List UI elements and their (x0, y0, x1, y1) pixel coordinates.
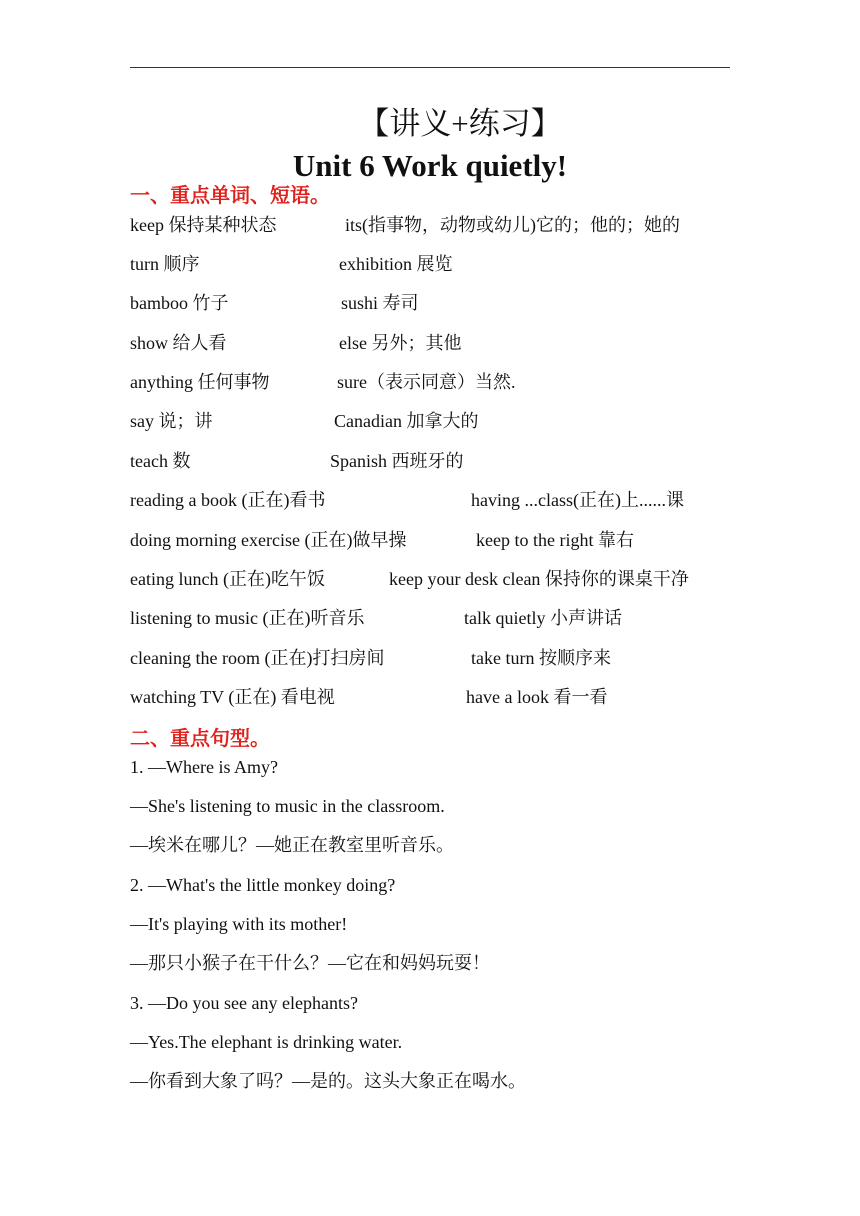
vocab-right: keep to the right 靠右 (476, 530, 634, 550)
vocab-right: keep your desk clean 保持你的课桌干净 (389, 569, 689, 589)
sentence-line: —She's listening to music in the classroom. (130, 796, 445, 816)
page-title: Unit 6 Work quietly! (292, 148, 568, 183)
section-heading-vocabulary: 一、重点单词、短语。 (130, 185, 330, 207)
vocab-left: reading a book (正在)看书 (130, 490, 326, 510)
vocab-right: Canadian 加拿大的 (334, 411, 479, 431)
vocab-left: anything 任何事物 (130, 372, 270, 392)
vocab-left: listening to music (正在)听音乐 (130, 608, 365, 628)
vocab-left: watching TV (正在) 看电视 (130, 687, 335, 707)
vocab-right: else 另外；其他 (339, 333, 462, 353)
vocab-left: say 说；讲 (130, 411, 213, 431)
vocab-right: exhibition 展览 (339, 254, 453, 274)
vocab-right: take turn 按顺序来 (471, 648, 611, 668)
sentence-line: —埃米在哪儿？—她正在教室里听音乐。 (130, 835, 454, 855)
top-rule (130, 67, 730, 68)
vocab-left: eating lunch (正在)吃午饭 (130, 569, 325, 589)
sentence-line: —It's playing with its mother! (130, 914, 348, 934)
sentence-line: —Yes.The elephant is drinking water. (130, 1032, 403, 1052)
vocab-left: turn 顺序 (130, 254, 200, 274)
vocab-right: sure（表示同意）当然. (337, 372, 516, 392)
section-heading-sentences: 二、重点句型。 (130, 728, 270, 750)
vocab-right: having ...class(正在)上......课 (471, 490, 684, 510)
sentence-line: —你看到大象了吗？—是的。这头大象正在喝水。 (130, 1071, 526, 1091)
handout-subtitle: 【讲义+练习】 (358, 106, 562, 141)
vocab-left: show 给人看 (130, 333, 227, 353)
vocab-right: sushi 寿司 (341, 293, 419, 313)
vocab-left: bamboo 竹子 (130, 293, 229, 313)
vocab-right: Spanish 西班牙的 (330, 451, 464, 471)
vocab-right: its(指事物，动物或幼儿)它的；他的；她的 (345, 215, 680, 235)
vocab-left: teach 数 (130, 451, 191, 471)
sentence-line: 3. —Do you see any elephants? (130, 993, 358, 1013)
sentence-line: —那只小猴子在干什么？—它在和妈妈玩耍！ (130, 953, 490, 973)
sentence-line: 1. —Where is Amy? (130, 757, 278, 777)
vocab-left: doing morning exercise (正在)做早操 (130, 530, 407, 550)
sentence-line: 2. —What's the little monkey doing? (130, 875, 396, 895)
vocab-right: have a look 看一看 (466, 687, 608, 707)
vocab-right: talk quietly 小声讲话 (464, 608, 622, 628)
vocab-left: cleaning the room (正在)打扫房间 (130, 648, 385, 668)
vocab-left: keep 保持某种状态 (130, 215, 277, 235)
